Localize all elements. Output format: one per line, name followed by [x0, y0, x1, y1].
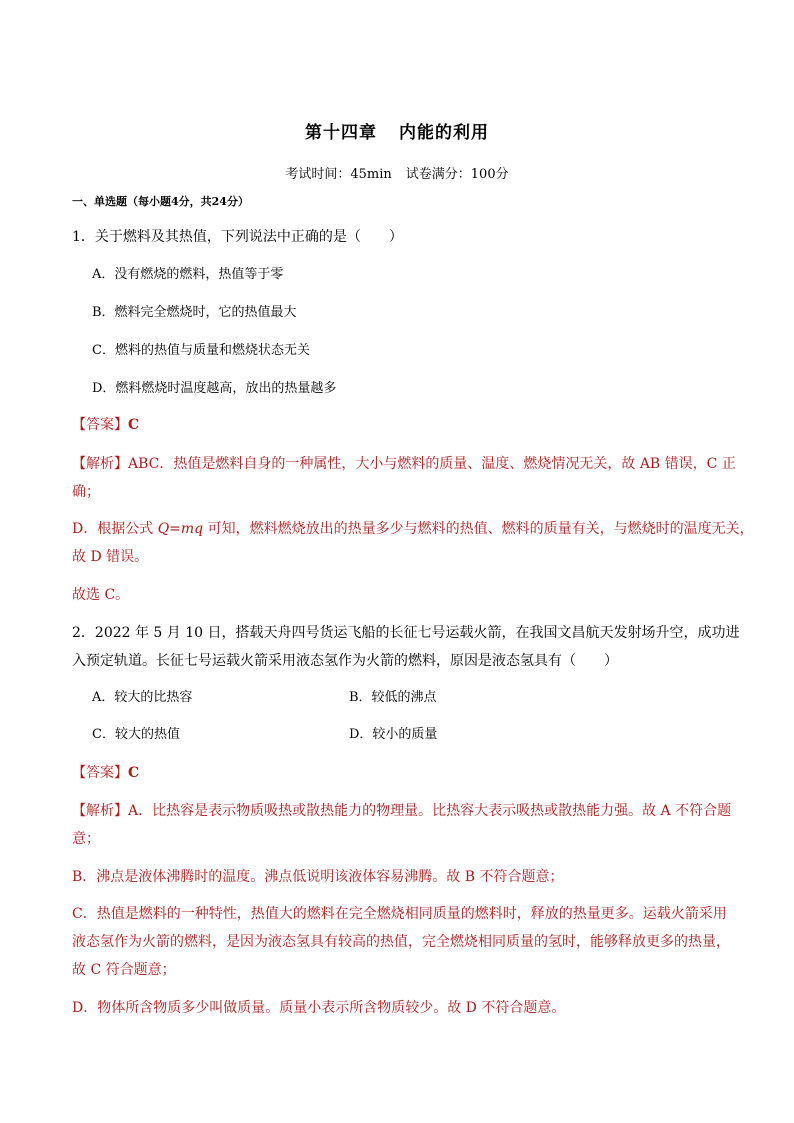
analysis-text: 可知，燃料燃烧放出的热量多少与燃料的热值、燃料的质量有关，与燃烧时的温度无关， — [203, 521, 754, 537]
q2-option-b: B．较低的沸点 — [349, 690, 437, 705]
q2-stem-line-2: 入预定轨道。长征七号运载火箭采用液态氢作为火箭的燃料，原因是液态氢具有（ ） — [72, 653, 618, 669]
exam-score: 试卷满分：100分 — [405, 167, 509, 182]
analysis-text: A．比热容是表示物质吸热或散热能力的物理量。比热容大表示吸热或散热能力强。故 A 不符合题 — [128, 803, 732, 819]
section-heading: 一、单选题（每小题4分，共24分） — [72, 195, 249, 208]
q2-analysis-line-1 — [72, 799, 731, 823]
analysis-text: D．根据公式 — [72, 521, 158, 537]
q1-option-c: C．燃料的热值与质量和燃烧状态无关 — [92, 343, 310, 358]
q2-analysis-line-4: C．热值是燃料的一种特性，热值大的燃料在完全燃烧相同质量的燃料时，释放的热量更多。运载火箭采用 — [72, 906, 727, 922]
analysis-text: ABC．热值是燃料自身的一种属性，大小与燃料的质量、温度、燃烧情况无关，故 AB 错误，C 正 — [128, 456, 736, 472]
answer-tag: 【答案】 — [72, 765, 128, 781]
q2-option-c: C．较大的热值 — [92, 727, 180, 742]
q1-option-d: D．燃料燃烧时温度越高，放出的热量越多 — [92, 381, 337, 396]
chapter-name: 内能的利用 — [399, 123, 489, 143]
exam-info — [0, 163, 794, 182]
q2-stem-line-1: 2．2022 年 5 月 10 日，搭载天舟四号货运飞船的长征七号运载火箭，在我国文昌航天发射场升空，成功进 — [72, 625, 740, 641]
q1-answer — [72, 413, 139, 437]
analysis-tag: 【解析】 — [72, 803, 128, 819]
q1-option-a: A．没有燃烧的燃料，热值等于零 — [92, 267, 284, 282]
analysis-tag: 【解析】 — [72, 456, 128, 472]
q2-answer — [72, 761, 139, 785]
page-title — [0, 118, 794, 143]
q2-option-d: D．较小的质量 — [349, 727, 438, 742]
q1-conclusion: 故选 C。 — [72, 587, 130, 603]
answer-value: C — [128, 765, 140, 781]
q2-analysis-line-2: 意； — [72, 831, 100, 847]
q1-analysis-line-3 — [72, 517, 754, 541]
formula: Q=mq — [157, 521, 204, 537]
q2-option-a: A．较大的比热容 — [92, 690, 193, 705]
answer-tag: 【答案】 — [72, 417, 128, 433]
q2-analysis-line-5: 液态氢作为火箭的燃料，是因为液态氢具有较高的热值，完全燃烧相同质量的氢时，能够释放更多的热量， — [72, 934, 730, 950]
chapter-number: 第十四章 — [305, 123, 377, 143]
q2-analysis-line-7: D．物体所含物质多少叫做质量。质量小表示所含物质较少。故 D 不符合题意。 — [72, 1000, 566, 1016]
q2-analysis-line-3: B．沸点是液体沸腾时的温度。沸点低说明该液体容易沸腾。故 B 不符合题意； — [72, 869, 564, 885]
q1-analysis-line-4: 故 D 错误。 — [72, 549, 149, 565]
q1-analysis-line-1 — [72, 452, 736, 476]
q1-stem: 1．关于燃料及其热值，下列说法中正确的是（ ） — [72, 229, 403, 245]
q1-option-b: B．燃料完全燃烧时，它的热值最大 — [92, 305, 297, 320]
q2-analysis-line-6: 故 C 符合题意； — [72, 962, 176, 978]
q1-analysis-line-2: 确； — [72, 484, 100, 500]
answer-value: C — [128, 417, 140, 433]
exam-time: 考试时间：45min — [285, 167, 392, 182]
